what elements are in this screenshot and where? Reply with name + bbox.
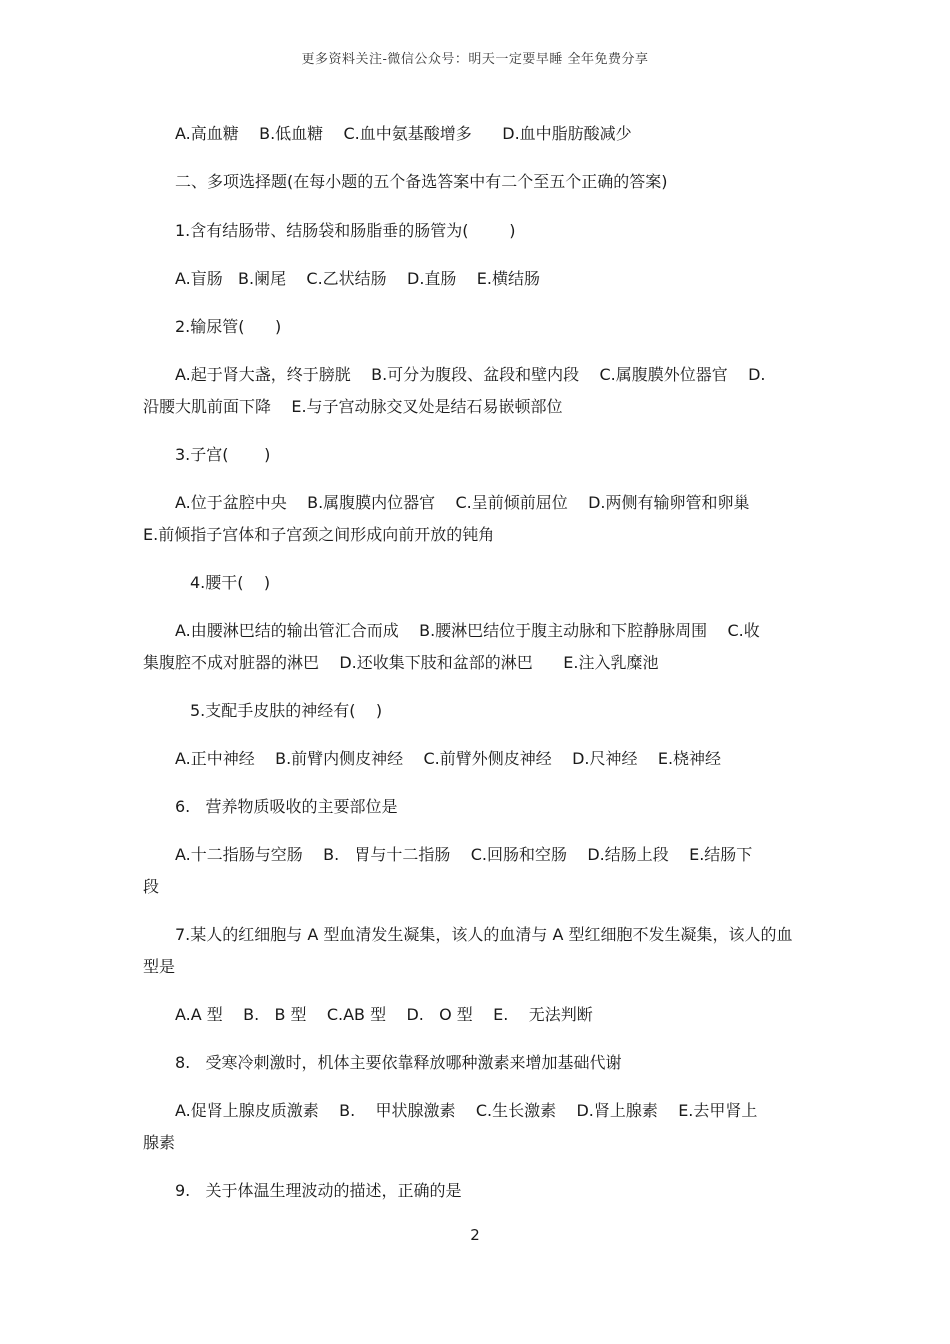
page-header-watermark: 更多资料关注-微信公众号：明天一定要早睡 全年免费分享	[301, 52, 649, 67]
question-2: 2.输尿管( )	[175, 317, 282, 336]
question-1: 1.含有结肠带、结肠袋和肠脂垂的肠管为( )	[175, 221, 516, 240]
page-number: 2	[470, 1226, 480, 1244]
question-8: 8. 受寒冷刺激时，机体主要依靠释放哪种激素来增加基础代谢	[175, 1053, 622, 1072]
question-3-options-cont: E.前倾指子宫体和子宫颈之间形成向前开放的钝角	[143, 525, 495, 544]
question-8-options-cont: 腺素	[143, 1133, 176, 1152]
question-2-options-cont: 沿腰大肌前面下降 E.与子宫动脉交叉处是结石易嵌顿部位	[143, 397, 563, 416]
question-7-options: A.A 型 B. B 型 C.AB 型 D. O 型 E. 无法判断	[175, 1005, 593, 1024]
question-8-options: A.促肾上腺皮质激素 B. 甲状腺激素 C.生长激素 D.肾上腺素 E.去甲肾上	[175, 1101, 758, 1120]
question-5-options: A.正中神经 B.前臂内侧皮神经 C.前臂外侧皮神经 D.尺神经 E.桡神经	[175, 749, 722, 768]
question-6-options-cont: 段	[143, 877, 160, 896]
question-3-options: A.位于盆腔中央 B.属腹膜内位器官 C.呈前倾前屈位 D.两侧有输卵管和卵巢	[175, 493, 750, 512]
question-2-options: A.起于肾大盏，终于膀胱 B.可分为腹段、盆段和壁内段 C.属腹膜外位器官 D.	[175, 365, 766, 384]
question-6: 6. 营养物质吸收的主要部位是	[175, 797, 398, 816]
section-title-multiple-choice: 二、多项选择题(在每小题的五个备选答案中有二个至五个正确的答案)	[175, 172, 668, 191]
question-6-options: A.十二指肠与空肠 B. 胃与十二指肠 C.回肠和空肠 D.结肠上段 E.结肠下	[175, 845, 753, 864]
question-4: 4.腰干( )	[190, 573, 271, 592]
question-5: 5.支配手皮肤的神经有( )	[190, 701, 383, 720]
question-9: 9. 关于体温生理波动的描述，正确的是	[175, 1181, 462, 1200]
question-3: 3.子宫( )	[175, 445, 271, 464]
question-4-options: A.由腰淋巴结的输出管汇合而成 B.腰淋巴结位于腹主动脉和下腔静脉周围 C.收	[175, 621, 760, 640]
q0-options: A.高血糖 B.低血糖 C.血中氨基酸增多 D.血中脂肪酸减少	[175, 124, 632, 143]
question-7: 7.某人的红细胞与 A 型血清发生凝集，该人的血清与 A 型红细胞不发生凝集，该人的血	[175, 925, 793, 944]
question-4-options-cont: 集腹腔不成对脏器的淋巴 D.还收集下肢和盆部的淋巴 E.注入乳糜池	[143, 653, 659, 672]
question-7-cont: 型是	[143, 957, 176, 976]
question-1-options: A.盲肠 B.阑尾 C.乙状结肠 D.直肠 E.横结肠	[175, 269, 540, 288]
